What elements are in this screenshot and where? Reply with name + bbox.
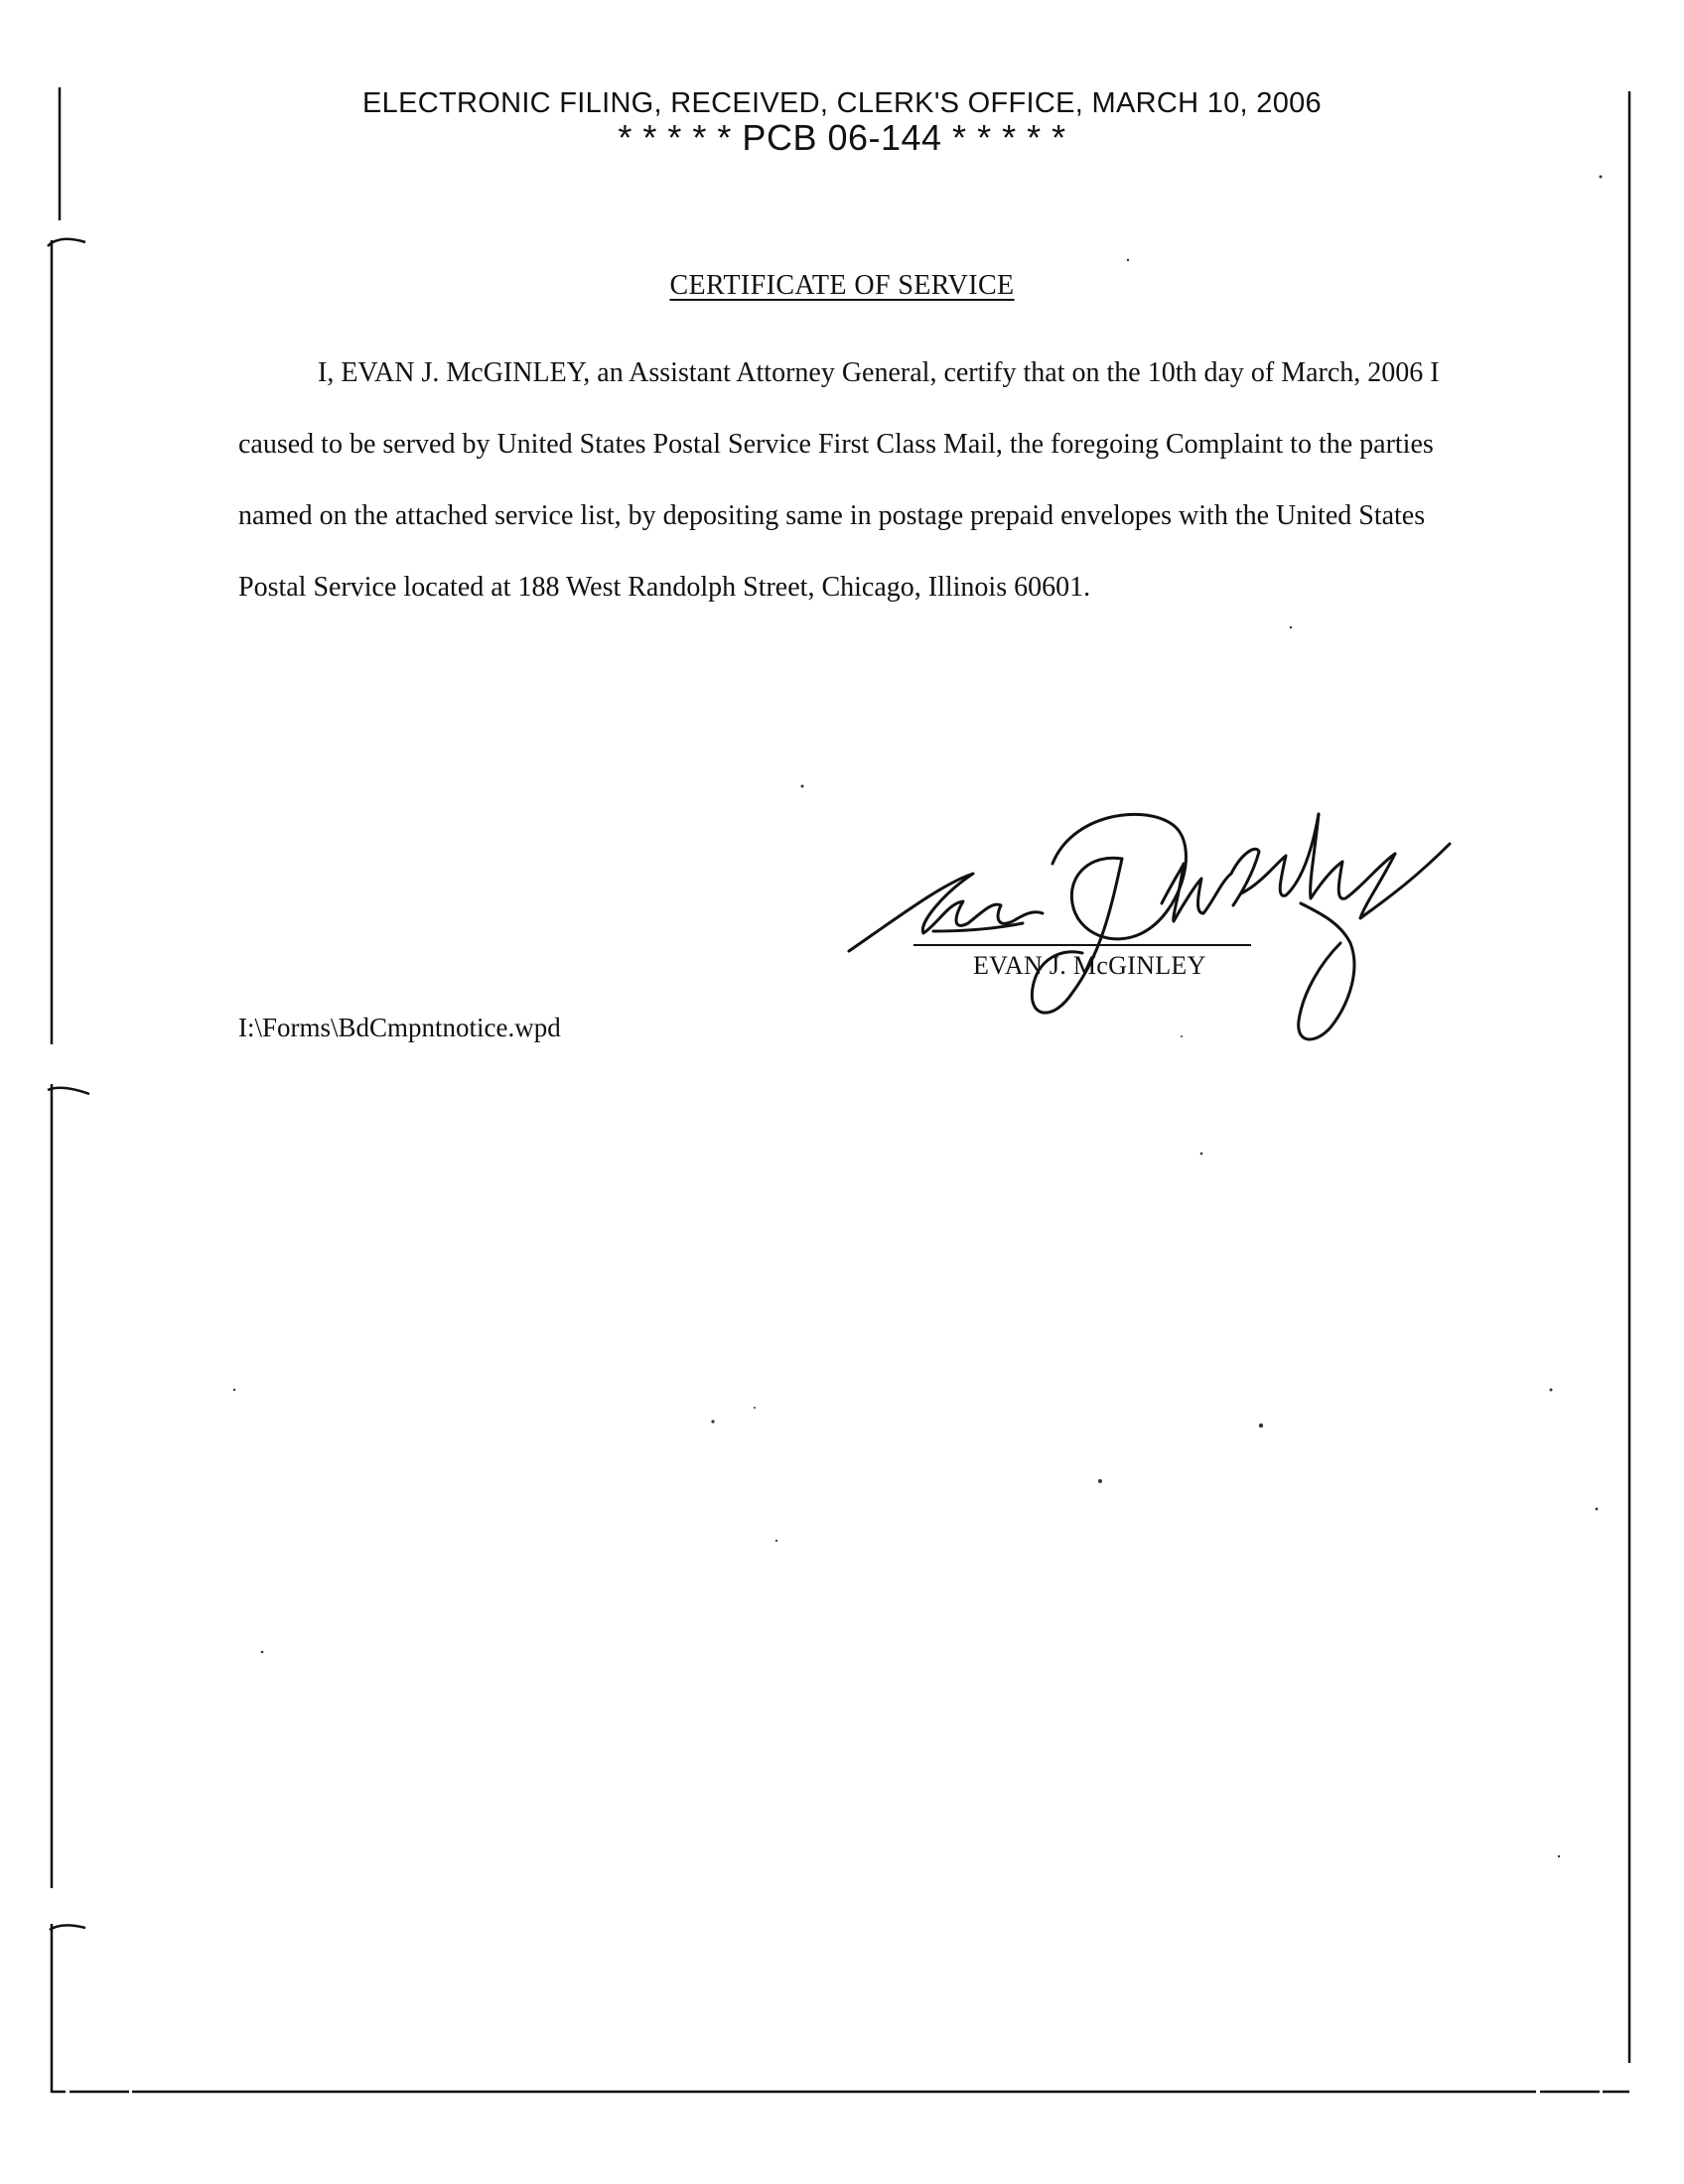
handwritten-signature: [824, 784, 1479, 1082]
filing-stamp-line1: ELECTRONIC FILING, RECEIVED, CLERK'S OFFICE, MARCH 10, 2006: [362, 87, 1322, 119]
signature-line: [913, 944, 1251, 946]
file-path: I:\Forms\BdCmpntnotice.wpd: [238, 1013, 561, 1042]
signatory-name: EVAN J. McGINLEY: [973, 951, 1206, 980]
certificate-title: CERTIFICATE OF SERVICE: [669, 270, 1015, 301]
certificate-body: I, EVAN J. McGINLEY, an Assistant Attorney General, certify that on the 10th day of March, 2006 I caused to be served by United States Postal Service First Class Mail, the foregoing Complaint to the parties named on the attached service list, by depositing same in postage prepaid envelopes with the United States Postal Service located at 188 West Randolph Street, Chicago, Illinois 60601.: [238, 357, 1440, 603]
filing-stamp-case-number: * * * * * PCB 06-144 * * * * *: [618, 117, 1066, 158]
